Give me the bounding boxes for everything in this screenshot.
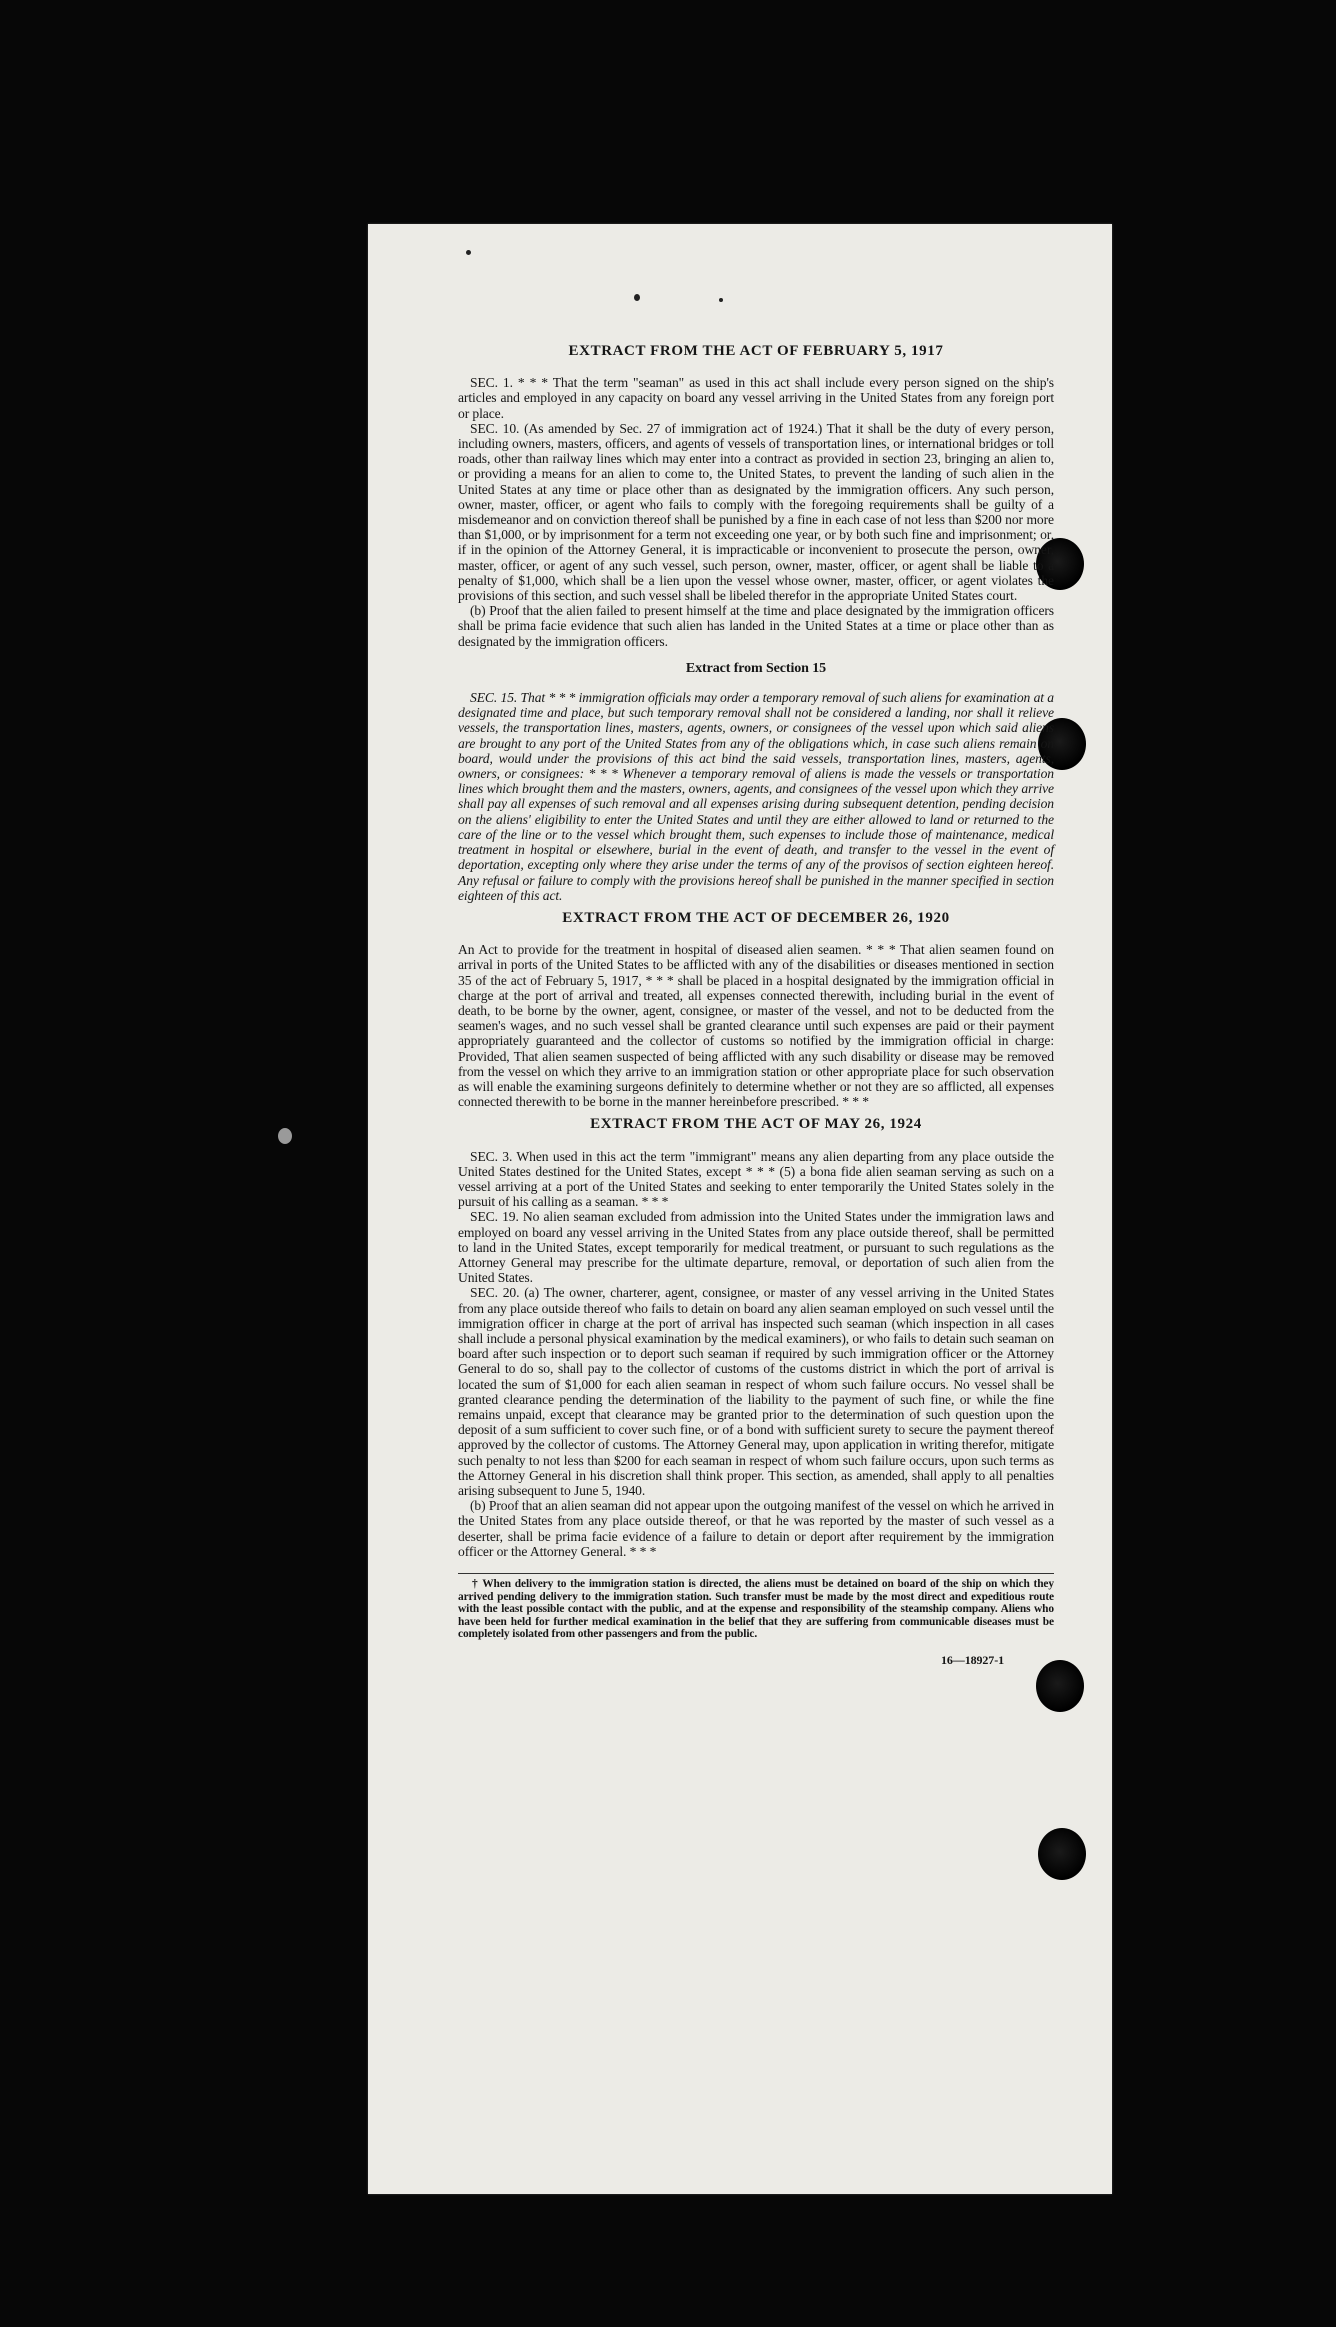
section-heading: EXTRACT FROM THE ACT OF MAY 26, 1924 — [590, 1116, 922, 1133]
paragraph: SEC. 20. (a) The owner, charterer, agent, consignee, or master of any vessel arriving in the United States from any place outside thereof who fails to detain on board any alien seaman employed on such vessel until the immigration officer in charge at the port of arrival has inspected such seaman (which inspection in all cases shall include a personal physical examination by the medical examiners), or who fails to detain such seaman on board after such inspection or to deport such seaman if required by such immigration officer or the Attorney General to do so, shall pay to the collector of customs of the customs district in which the port of arrival is located the sum of $1,000 for each alien seaman in respect of whom such failure occurs. No vessel shall be granted clearance pending the determination of the liability to the payment of such fine, or while the fine remains unpaid, except that clearance may be granted prior to the determination of such question upon the deposit of a sum sufficient to cover such fine, or of a bond with sufficient surety to secure the payment thereof approved by the collector of customs. The Attorney General may, upon application in writing therefor, mitigate such penalty to not less than $200 for each seaman in respect of whom such failure occurs, upon such terms as the Attorney General in his discretion shall think proper. This section, as amended, shall apply to all penalties arising subsequent to June 5, 1940. — [458, 1285, 1054, 1499]
paragraph: SEC. 3. When used in this act the term "immigrant" means any alien departing from any place outside the United States destined for the United States, except * * * (5) a bona fide alien seaman serving as such on a vessel arriving at a port of the United States and seeking to enter temporarily the United States solely in the pursuit of his calling as a seaman. * * * — [458, 1148, 1054, 1210]
paragraph: (b) Proof that the alien failed to present himself at the time and place designated by the immigration officers shall be prima facie evidence that such alien has landed in the United States at a time or place other than as designated by the immigration officers. — [458, 603, 1054, 649]
footnote-divider — [458, 1573, 1054, 1574]
section-heading: EXTRACT FROM THE ACT OF FEBRUARY 5, 1917 — [568, 343, 944, 359]
paragraph: (b) Proof that an alien seaman did not appear upon the outgoing manifest of the vessel on which he arrived in the United States from any place outside thereof, or that he was reported by the master of such vessel as a deserter, shall be prima facie evidence of a failure to detain or deport after requirement by the immigration officer or the Attorney General. * * * — [458, 1498, 1054, 1559]
paragraph: SEC. 1. * * * That the term "seaman" as used in this act shall include every person signed on the ship's articles and employed in any capacity on board any vessel arriving in the United States from any foreign port or place. — [458, 375, 1054, 421]
film-speck — [278, 1128, 292, 1144]
paragraph: SEC. 10. (As amended by Sec. 27 of immigration act of 1924.) That it shall be the duty of every person, including owners, masters, officers, and agents of vessels of transportation lines, or international bridges or toll roads, other than railway lines which may enter into a contract as provided in section 23, bringing an alien to, or providing a means for an alien to come to, the United States, to prevent the landing of such alien in the United States at any time or place other than as designated by the immigration officers. Any such person, owner, master, officer, or agent who fails to comply with the foregoing requirements shall be guilty of a misdemeanor and on conviction thereof shall be punished by a fine in each case of not less than $200 nor more than $1,000, or by imprisonment for a term not exceeding one year, or by both such fine and imprisonment; or, if in the opinion of the Attorney General, it is impracticable or inconvenient to prosecute the person, owner, master, officer, or agent of any such vessel, such person, owner, master, officer, or agent shall be liable to a penalty of $1,000, which shall be a lien upon the vessel whose owner, master, officer, or agent violates the provisions of this section, and such vessel shall be libeled therefor in the appropriate United States court. — [458, 420, 1054, 604]
punch-hole — [1038, 1828, 1086, 1880]
ink-dot — [466, 250, 471, 255]
document-body — [458, 336, 1054, 1668]
section-heading: EXTRACT FROM THE ACT OF DECEMBER 26, 1920 — [562, 909, 950, 926]
form-number: 16—18927-1 — [941, 1653, 1004, 1667]
section-subheading: Extract from Section 15 — [685, 660, 827, 676]
paragraph: SEC. 15. That * * * immigration officials may order a temporary removal of such aliens for examination at a designated time and place, but such temporary removal shall not be considered a landing, nor shall it relieve vessels, the transportation lines, masters, agents, owners, or consignees of the vessel upon which said aliens are brought to any port of the United States from any of the obligations which, in case such aliens remain on board, would under the provisions of this act bind the said vessels, transportation lines, masters, agents, owners, or consignees: * * * Whenever a temporary removal of aliens is made the vessels or transportation lines which brought them and the masters, owners, agents, and consignees of the vessel upon which they arrive shall pay all expenses of such removal and all expenses arising during subsequent detention, pending decision on the aliens' eligibility to enter the United States and until they are either allowed to land or returned to the care of the line or to the vessel which brought them, such expenses to include those of maintenance, medical treatment in hospital or elsewhere, burial in the event of death, and transfer to the vessel in the event of deportation, excepting only where they arise under the terms of any of the provisos of section eighteen hereof. Any refusal or failure to comply with the provisions hereof shall be punished in the manner specified in section eighteen of this act. — [458, 690, 1054, 903]
paragraph: SEC. 19. No alien seaman excluded from admission into the United States under the immigration laws and employed on board any vessel arriving in the United States from any place outside thereof, shall be permitted to land in the United States, except temporarily for medical treatment, or pursuant to such regulations as the Attorney General may prescribe for the ultimate departure, removal, or deportation of such alien from the United States. — [458, 1209, 1054, 1286]
document-page — [368, 224, 1112, 2194]
footnote: † When delivery to the immigration station is directed, the aliens must be detained on board of the ship on which they arrived pending delivery to the immigration station. Such transfer must be made by the most direct and expeditious route with the least possible contact with the public, and at the expense and responsibility of the steamship company. Aliens who have been held for further medical examination in the belief that they are suffering from communicable diseases must be completely isolated from other passengers and from the public. — [458, 1578, 1054, 1641]
ink-dot — [719, 298, 723, 302]
paragraph: An Act to provide for the treatment in hospital of diseased alien seamen. * * * That alien seamen found on arrival in ports of the United States to be afflicted with any of the disabilities or diseases mentioned in section 35 of the act of February 5, 1917, * * * shall be placed in a hospital designated by the immigration official in charge at the port of arrival and treated, all expenses connected therewith, including burial in the event of death, to be borne by the owner, agent, consignee, or master of the vessel, and not to be deducted from the seamen's wages, and no such vessel shall be granted clearance until such expenses are paid or their payment appropriately guaranteed and the collector of customs so notified by the immigration official in charge: Provided, That alien seamen suspected of being afflicted with any such disability or disease may be removed from the vessel on which they arrive to an immigration station or other appropriate place for such observation as will enable the examining surgeons definitely to determine whether or not they are so afflicted, all expenses connected therewith to be borne in the manner hereinbefore prescribed. * * * — [458, 942, 1054, 1110]
ink-dot — [634, 294, 640, 301]
